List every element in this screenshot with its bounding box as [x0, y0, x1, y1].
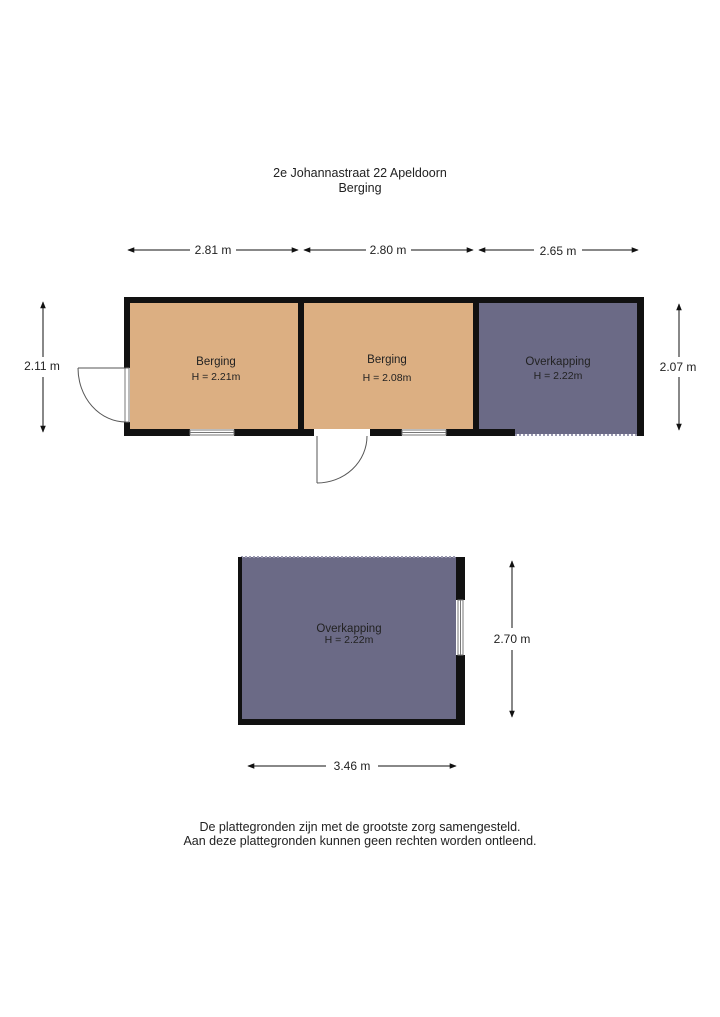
- dimension-width-bottom: 3.46 m: [333, 759, 371, 773]
- door-left: [78, 368, 126, 422]
- room-overkapping-2-height: H = 2.22m: [324, 634, 374, 646]
- plan-subtitle: Berging: [338, 181, 382, 195]
- room-overkapping-2-label: Overkapping: [316, 623, 382, 635]
- room-berging-2-label: Berging: [367, 354, 407, 366]
- disclaimer-line-2: Aan deze plattegronden kunnen geen rechten worden ontleend.: [183, 834, 537, 848]
- room-berging-1-label: Berging: [196, 356, 236, 368]
- disclaimer-line-1: De plattegronden zijn met de grootste zorg samengesteld.: [199, 820, 521, 834]
- dimension-width-2: 2.80 m: [369, 243, 407, 257]
- room-berging-2-height: H = 2.08m: [362, 372, 412, 384]
- room-berging-1-height: H = 2.21m: [191, 371, 241, 383]
- room-overkapping-floor: [479, 303, 637, 434]
- room-berging-2-floor: [304, 303, 473, 429]
- plan-title: 2e Johannastraat 22 Apeldoorn: [273, 166, 447, 180]
- bottom-window: [458, 600, 463, 655]
- door-bottom: [317, 436, 367, 483]
- dimension-height-bottom: 2.70 m: [493, 632, 531, 646]
- dimension-width-1: 2.81 m: [194, 243, 232, 257]
- room-overkapping-height: H = 2.22m: [533, 370, 583, 382]
- dimension-height-left: 2.11 m: [24, 359, 60, 373]
- room-overkapping-label: Overkapping: [525, 356, 591, 368]
- dimension-width-3: 2.65 m: [539, 244, 577, 258]
- dimension-height-right: 2.07 m: [659, 360, 697, 374]
